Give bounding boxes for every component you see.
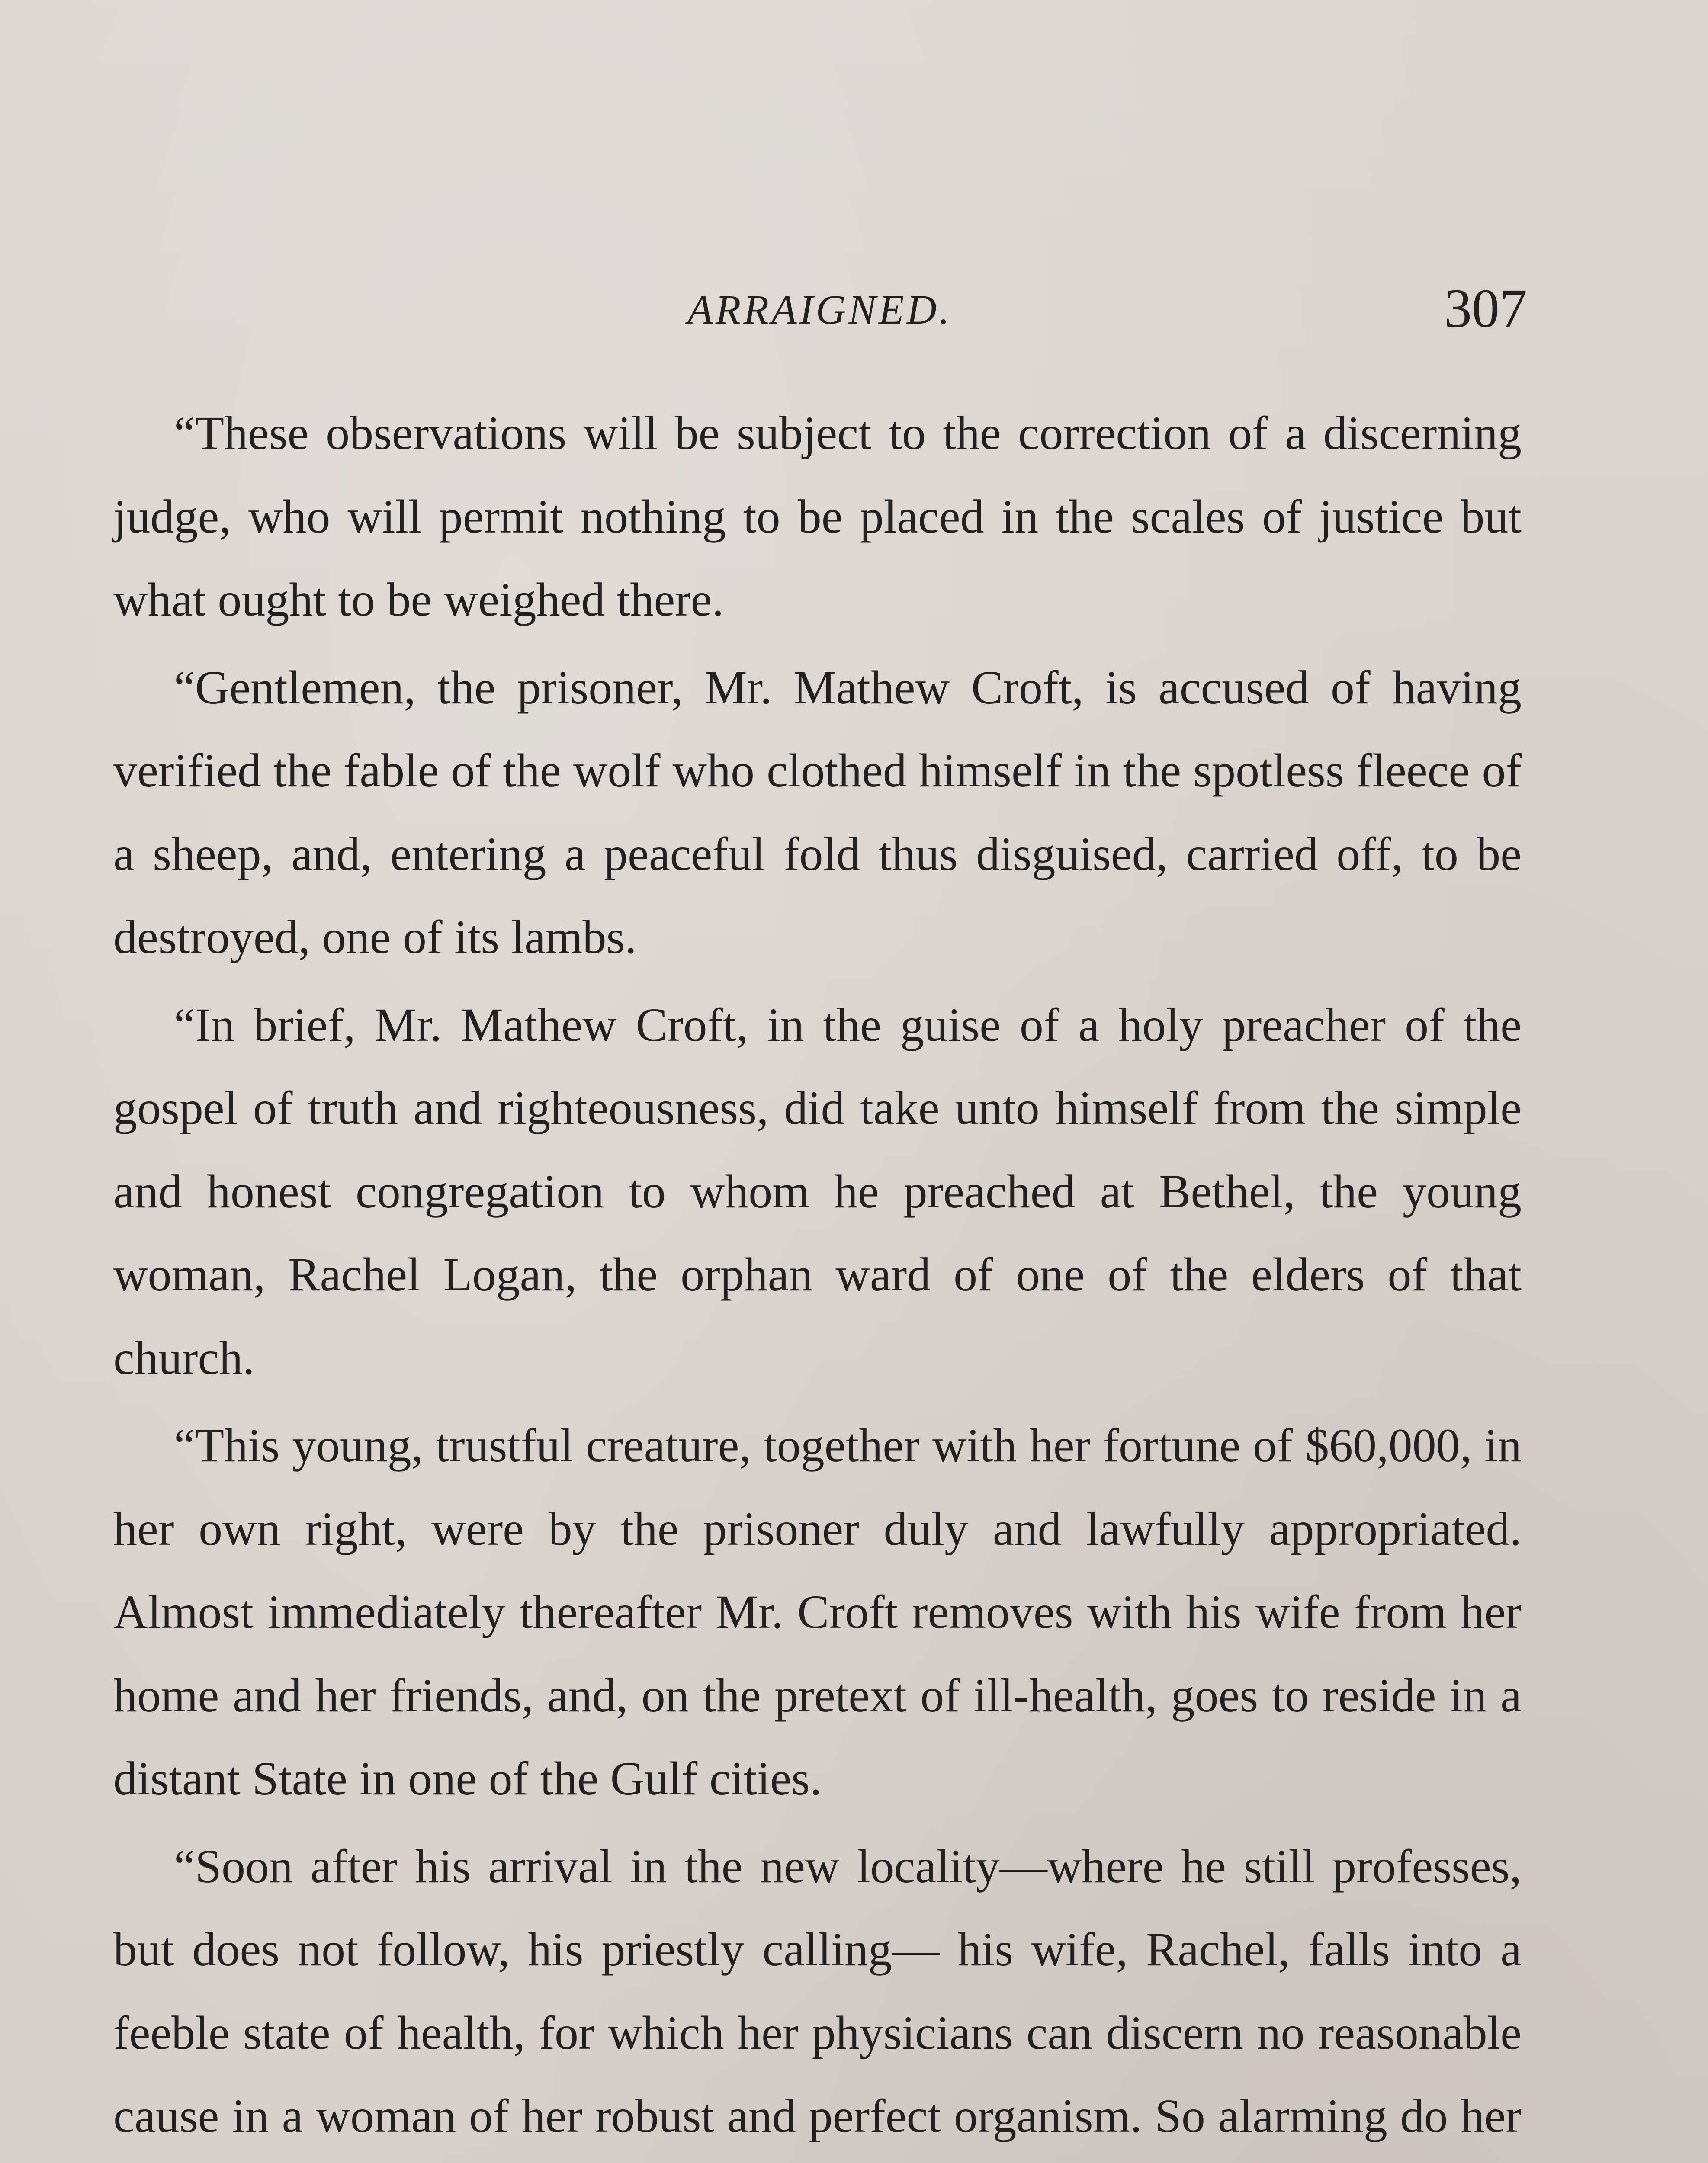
paragraph-1: “These observations will be subject to the correction of a discerning judge, who will permit nothing to be placed in the scales of justice but what ought to be weighed there. bbox=[113, 407, 1522, 626]
paragraph-4: “This young, trustful creature, together with her fortune of $60,000, in her own right, were by the prisoner duly and lawfully appropriated. Almost immediately thereafter Mr. Croft removes with his wife from her home and her friends, and, on the pretext of ill-health, goes to reside in a distant State in one of the Gulf cities. bbox=[113, 1419, 1522, 1805]
paragraph-5: “Soon after his arrival in the new locality—where he still professes, but does not follow, his priestly calling— his wife, Rachel, falls into a feeble state of health, for which her physicians can discern no reasonable cause in a woman of her robust and perfect organism. So alarming do her bbox=[113, 1839, 1522, 2142]
page-number: 307 bbox=[1444, 278, 1527, 339]
running-head: ARRAIGNED. bbox=[687, 286, 952, 333]
body-text bbox=[113, 392, 1522, 2163]
paragraph-2: “Gentlemen, the prisoner, Mr. Mathew Croft, is accused of having verified the fable of the wolf who clothed himself in the spotless fleece of a sheep, and, entering a peaceful fold thus disguised, carried off, to be destroyed, one of its lambs. bbox=[113, 661, 1522, 963]
page-header bbox=[112, 277, 1527, 342]
paragraph-3: “In brief, Mr. Mathew Croft, in the guise of a holy preacher of the gospel of truth and righteousness, did take unto himself from the simple and honest congregation to whom he preached at Bethel, the young woman, Rachel Logan, the orphan ward of one of the elders of that church. bbox=[113, 998, 1522, 1384]
